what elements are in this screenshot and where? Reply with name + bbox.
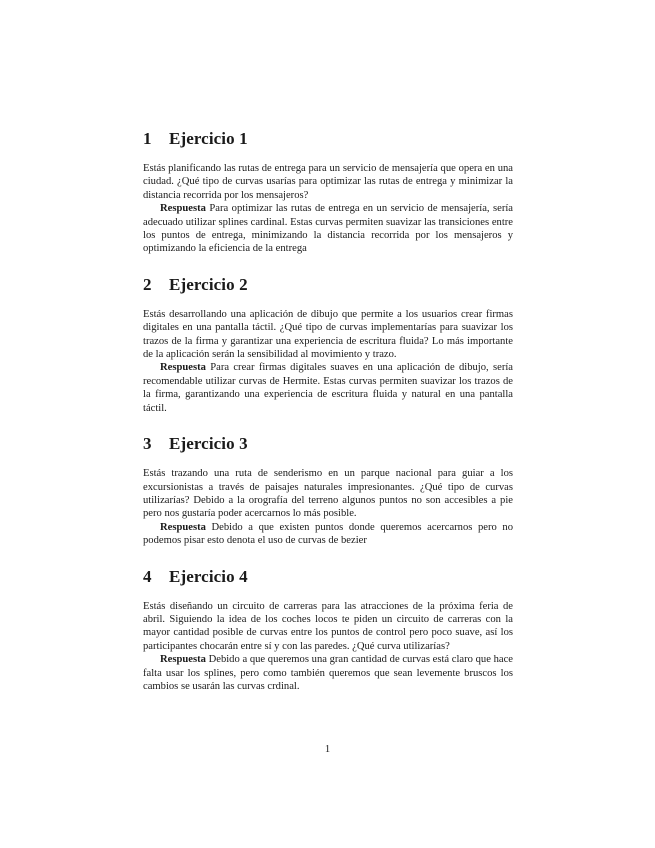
question-paragraph: Estás planificando las rutas de entrega para un servicio de mensajería que opera en una ciudad. ¿Qué tipo de curvas usarías para optimizar las rutas de entrega y minimizar la distancia recorrida por los mensajeros? xyxy=(143,163,513,201)
answer-label: Respuesta xyxy=(160,362,206,374)
section-number: 4 xyxy=(143,566,152,586)
section-heading xyxy=(143,128,513,150)
answer-label: Respuesta xyxy=(160,521,206,533)
section-ejercicio-1 xyxy=(143,128,513,256)
answer-paragraph xyxy=(143,202,513,256)
question-paragraph: Estás trazando una ruta de senderismo en un parque nacional para guiar a los excursionistas a través de paisajes naturales impresionantes. ¿Qué tipo de curvas utilizarías? Debido a la orografía del terreno algunos puntos no son accesibles a pie pero nos gustaría poder acercarnos lo más posible. xyxy=(143,468,513,520)
section-number: 1 xyxy=(143,129,152,148)
section-heading xyxy=(143,433,513,455)
section-ejercicio-2 xyxy=(143,274,513,415)
answer-text: Para optimizar las rutas de entrega en un servicio de mensajería, sería adecuado utilizar splines cardinal. Estas curvas permiten suavizar las transiciones entre los puntos de entrega, minimizando la distancia recorrida por los mensajeros y optimizando la eficiencia de la entrega xyxy=(143,203,513,255)
answer-paragraph xyxy=(143,361,513,415)
document-page xyxy=(143,128,513,711)
answer-paragraph xyxy=(143,653,513,693)
question-paragraph: Estás desarrollando una aplicación de dibujo que permite a los usuarios crear firmas digitales en una pantalla táctil. ¿Qué tipo de curvas implementarías para suavizar los trazos de la firma y garantizar una experiencia de escritura fluida? Lo más importante de la aplicación serán la sensibilidad al movimiento y trazo. xyxy=(143,308,513,361)
section-number: 2 xyxy=(143,274,152,294)
answer-text: Para crear firmas digitales suaves en una aplicación de dibujo, sería recomendable utilizar curvas de Hermite. Estas curvas permiten suavizar los trazos de la firma, garantizando una experiencia de escritura fluida y natural en una pantalla táctil. xyxy=(143,362,513,414)
section-heading xyxy=(143,566,513,588)
section-title: Ejercicio 2 xyxy=(169,274,248,294)
answer-label: Respuesta xyxy=(160,654,206,666)
answer-text: Debido a que queremos una gran cantidad de curvas está claro que hace falta usar los splines, pero como también queremos que sean levemente bruscos los cambios se usarán las curvas crdinal. xyxy=(143,654,513,692)
section-title: Ejercicio 3 xyxy=(169,434,248,454)
section-title: Ejercicio 4 xyxy=(169,566,248,586)
answer-paragraph xyxy=(143,521,513,548)
section-heading xyxy=(143,274,513,296)
answer-text: Debido a que existen puntos donde queremos acercarnos pero no podemos pisar esto denota el uso de curvas de bezier xyxy=(143,521,513,547)
section-title: Ejercicio 1 xyxy=(169,129,248,148)
page-number: 1 xyxy=(324,744,331,755)
answer-label: Respuesta xyxy=(160,203,206,215)
question-paragraph: Estás diseñando un circuito de carreras para las atracciones de la próxima feria de abril. Siguiendo la idea de los coches locos te piden un circuito de carreras con la mayor cantidad posible de curvas entre los puntos de control pero poco suave, así los participantes chocarán entre sí y con las paredes. ¿Qué curva utilizarías? xyxy=(143,600,513,652)
section-ejercicio-4 xyxy=(143,566,513,694)
section-ejercicio-3 xyxy=(143,433,513,547)
section-number: 3 xyxy=(143,434,152,454)
